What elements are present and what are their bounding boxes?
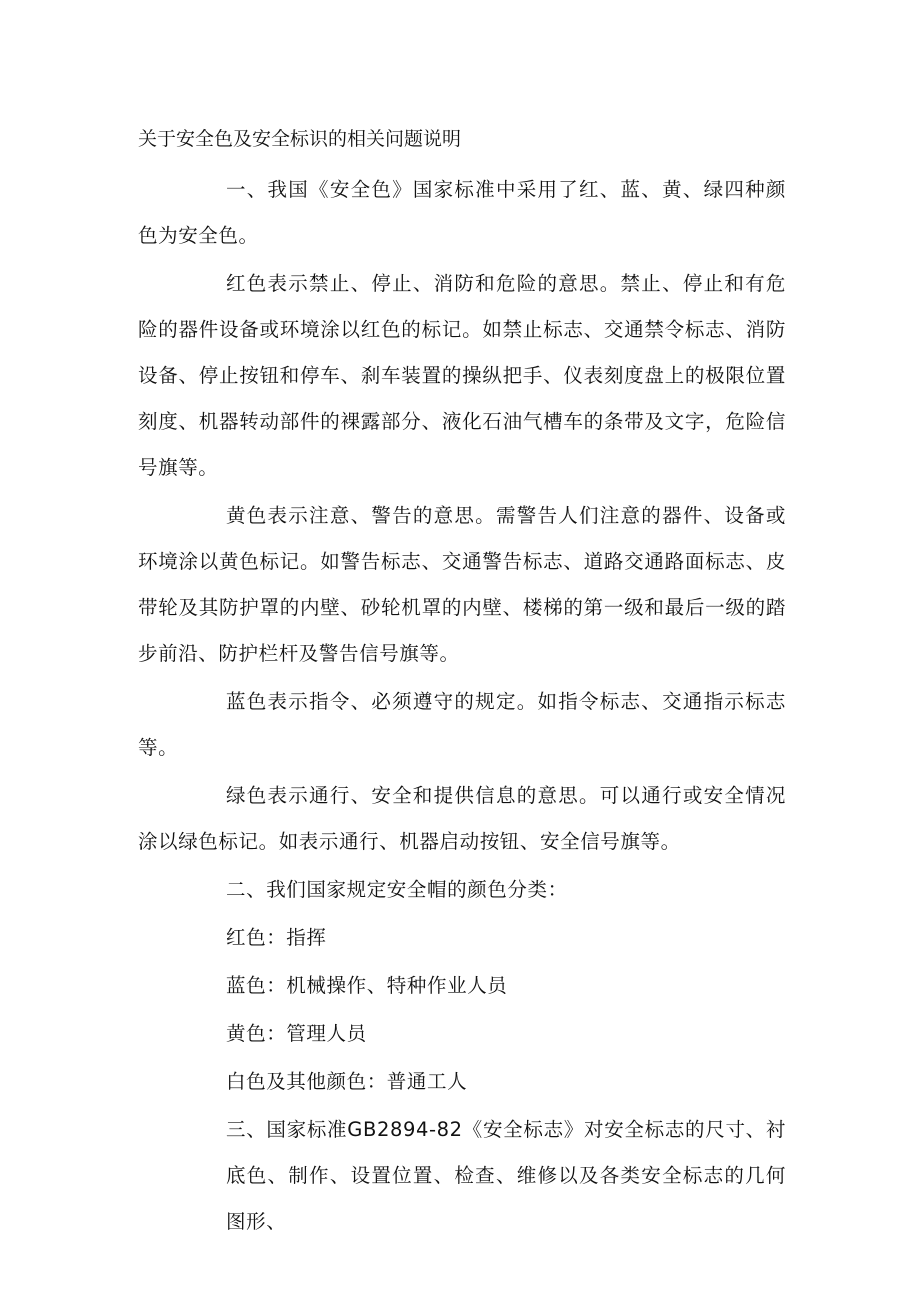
paragraph-blue-meaning: 蓝色表示指令、必须遵守的规定。如指令标志、交通指示标志等。 <box>138 690 786 759</box>
document-title: 关于安全色及安全标识的相关问题说明 <box>138 128 462 150</box>
paragraph-red-meaning: 红色表示禁止、停止、消防和危险的意思。禁止、停止和有危险的器件设备或环境涂以红色的标记。如禁止标志、交通禁令标志、消防设备、停止按钮和停车、刹车装置的操纵把手、仪表刻度盘上的极限位置刻度、机器转动部件的裸露部分、液化石油气槽车的条带及文字，危险信号旗等。 <box>138 272 786 479</box>
helmet-color-yellow: 黄色：管理人员 <box>226 1022 367 1045</box>
paragraph-safety-colors-intro: 一、我国《安全色》国家标准中采用了红、蓝、黄、绿四种颜色为安全色。 <box>138 178 786 247</box>
helmet-color-white: 白色及其他颜色：普通工人 <box>226 1070 468 1093</box>
paragraph-helmet-heading: 二、我们国家规定安全帽的颜色分类： <box>226 878 568 901</box>
helmet-color-red: 红色：指挥 <box>226 926 327 949</box>
document-body <box>138 119 786 1245</box>
paragraph-safety-sign-standard: 三、国家标准GB2894-82《安全标志》对安全标志的尺寸、衬底色、制作、设置位置、检查、维修以及各类安全标志的几何图形、 <box>226 1118 786 1233</box>
paragraph-green-meaning: 绿色表示通行、安全和提供信息的意思。可以通行或安全情况涂以绿色标记。如表示通行、机器启动按钮、安全信号旗等。 <box>138 784 786 853</box>
paragraph-yellow-meaning: 黄色表示注意、警告的意思。需警告人们注意的器件、设备或环境涂以黄色标记。如警告标志、交通警告标志、道路交通路面标志、皮带轮及其防护罩的内壁、砂轮机罩的内壁、楼梯的第一级和最后一级的踏步前沿、防护栏杆及警告信号旗等。 <box>138 504 786 665</box>
helmet-color-blue: 蓝色：机械操作、特种作业人员 <box>226 974 508 997</box>
